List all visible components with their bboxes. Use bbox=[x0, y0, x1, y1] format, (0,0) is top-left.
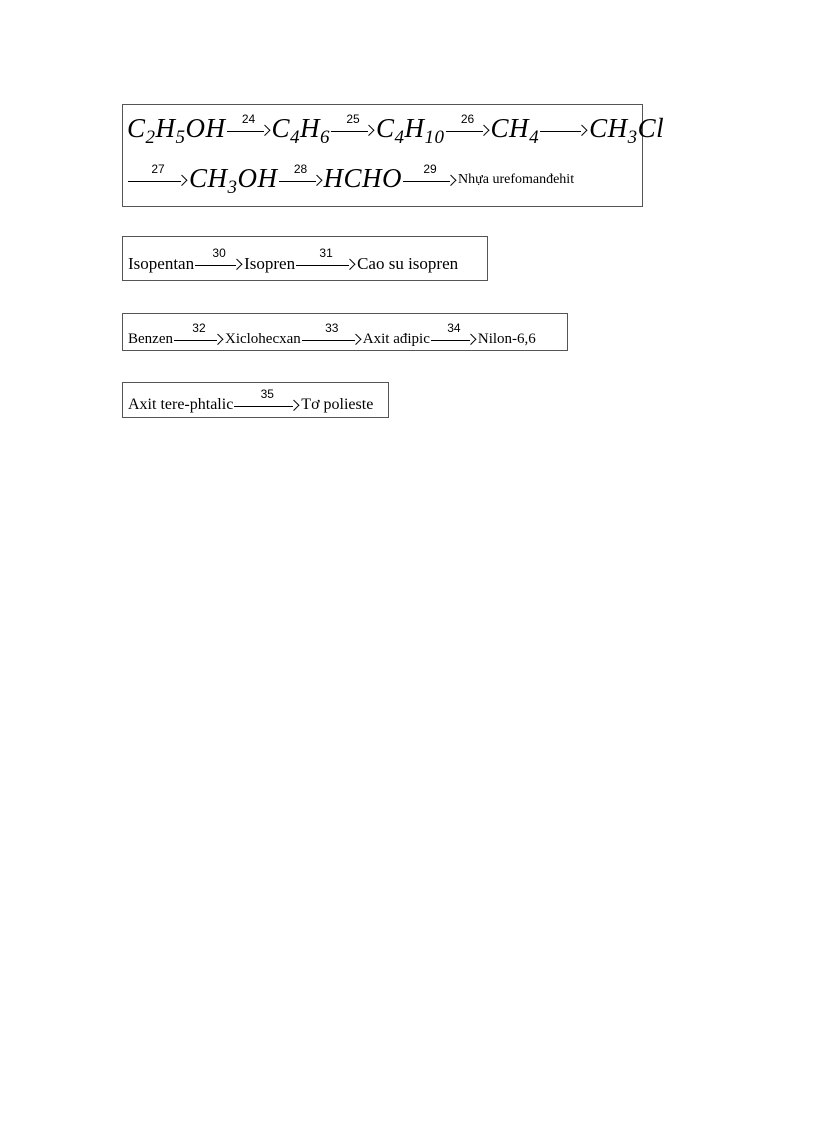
compound-isopren: Isopren bbox=[244, 254, 296, 273]
step-number-35: 35 bbox=[260, 387, 274, 401]
formula-c4h6: $C_4H_6$ bbox=[271, 113, 331, 148]
step-number-29: 29 bbox=[423, 162, 437, 176]
reaction-arrow-31 bbox=[296, 247, 356, 270]
reaction-arrow-29 bbox=[403, 163, 457, 186]
formula-hcho: HCHO bbox=[323, 163, 403, 193]
reaction-scheme-3 bbox=[122, 313, 568, 351]
reaction-scheme-1 bbox=[122, 104, 665, 207]
reaction-arrow-ch4-ch3cl bbox=[540, 113, 588, 136]
reaction-arrow-33 bbox=[302, 322, 362, 345]
reaction-arrow-35 bbox=[234, 388, 300, 411]
compound-cao-su-isopren: Cao su isopren bbox=[357, 254, 459, 273]
step-number-31: 31 bbox=[319, 246, 333, 260]
formula-ch3oh: $CH_3OH$ bbox=[189, 163, 278, 198]
compound-nilon-6-6: Nilon-6,6 bbox=[477, 331, 536, 347]
scheme-1-row-2 bbox=[127, 162, 575, 198]
formula-ch3cl: $CH_3Cl$ bbox=[589, 113, 665, 148]
step-number-30: 30 bbox=[212, 246, 226, 260]
step-number-33: 33 bbox=[325, 321, 339, 335]
scheme-1-row-1 bbox=[127, 112, 665, 148]
compound-xiclohecxan: Xiclohecxan bbox=[224, 331, 301, 347]
scheme-2-row bbox=[128, 247, 458, 272]
reaction-arrow-25 bbox=[331, 113, 375, 136]
reaction-arrow-30 bbox=[195, 247, 243, 270]
reaction-arrow-24 bbox=[227, 113, 271, 136]
compound-benzen: Benzen bbox=[128, 331, 173, 347]
reaction-arrow-28 bbox=[279, 163, 323, 186]
product-urea-formaldehyde-resin: Nhựa urefomanđehit bbox=[458, 172, 575, 187]
reaction-scheme-2 bbox=[122, 236, 488, 281]
step-number-27: 27 bbox=[151, 162, 165, 176]
formula-c2h5oh: $C_2H_5OH$ bbox=[127, 113, 226, 148]
compound-isopentan: Isopentan bbox=[128, 254, 195, 273]
reaction-scheme-4 bbox=[122, 382, 389, 418]
step-number-34: 34 bbox=[447, 321, 461, 335]
reaction-arrow-27 bbox=[128, 163, 188, 186]
reaction-arrow-32 bbox=[174, 322, 224, 345]
compound-to-polieste: Tơ polieste bbox=[301, 396, 374, 413]
scheme-4-row bbox=[128, 388, 373, 413]
compound-axit-tere-phtalic: Axit tere-phtalic bbox=[128, 396, 234, 413]
scheme-3-row bbox=[128, 322, 536, 347]
compound-axit-adipic: Axit ađipic bbox=[362, 331, 430, 347]
reaction-arrow-34 bbox=[431, 322, 477, 345]
step-number-26: 26 bbox=[460, 112, 475, 126]
reaction-arrow-26 bbox=[446, 113, 490, 136]
formula-ch4: $CH_4$ bbox=[490, 113, 540, 148]
formula-c4h10: $C_4H_{10}$ bbox=[376, 113, 445, 148]
step-number-28: 28 bbox=[293, 162, 308, 176]
step-number-24: 24 bbox=[241, 112, 256, 126]
step-number-25: 25 bbox=[346, 112, 360, 126]
step-number-32: 32 bbox=[192, 321, 206, 335]
